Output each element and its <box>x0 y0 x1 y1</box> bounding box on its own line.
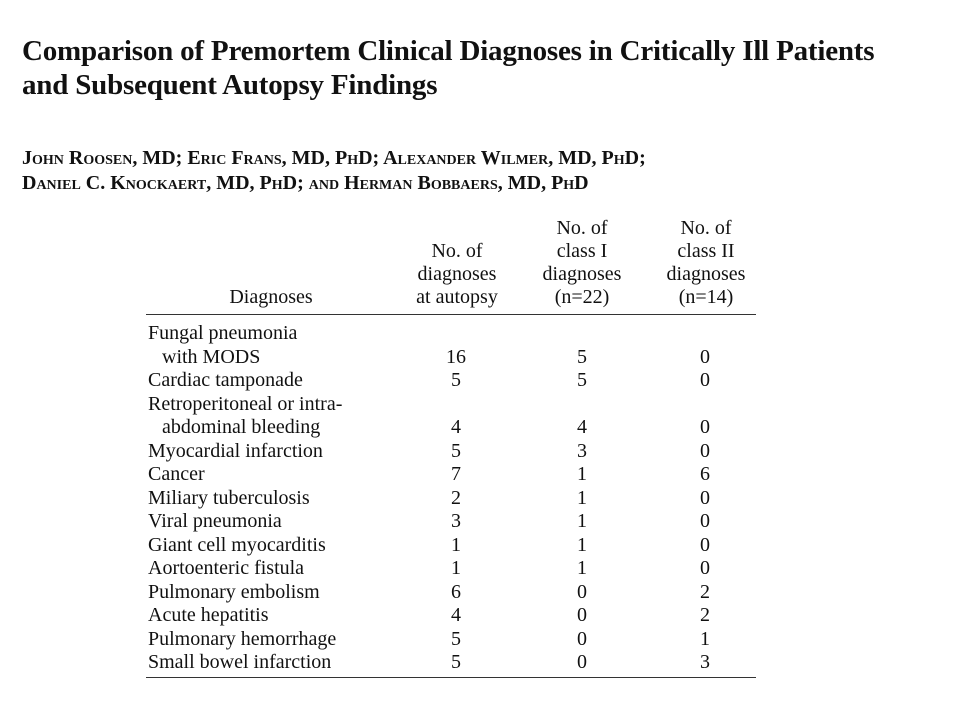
header-class-1 <box>518 217 646 309</box>
diagnosis-cell: Cancer <box>148 463 205 485</box>
autopsy-count-cell: 4 <box>451 416 461 438</box>
diagnosis-cell: Small bowel infarction <box>148 651 332 673</box>
diagnosis-cell: Giant cell myocarditis <box>148 533 326 556</box>
table-body <box>146 315 756 678</box>
table-row <box>146 581 756 605</box>
class-1-cell: 1 <box>577 533 587 556</box>
class-2-cell: 0 <box>700 369 710 391</box>
class-1-cell: 3 <box>577 439 587 462</box>
class-1-cell: 5 <box>577 369 587 391</box>
autopsy-count-cell: 5 <box>451 439 461 462</box>
autopsy-count-cell: 7 <box>451 463 461 485</box>
author-list <box>22 146 952 196</box>
table-header <box>146 216 756 315</box>
header-autopsy-count <box>396 240 518 309</box>
diagnosis-cell: Myocardial infarction <box>148 439 323 462</box>
autopsy-count-cell: 5 <box>451 627 461 650</box>
table-row <box>146 463 756 487</box>
table-row <box>146 510 756 534</box>
title-line-1: Comparison of Premortem Clinical Diagnoses in Critically Ill Patients <box>22 35 875 67</box>
table-row <box>146 651 756 675</box>
authors-line-2: Daniel C. Knockaert, MD, PhD; and Herman Bobbaers, MD, PhD <box>22 172 589 194</box>
class-2-cell: 0 <box>700 533 710 556</box>
table-row <box>146 440 756 464</box>
table-row <box>146 369 756 393</box>
diagnosis-cell: Fungal pneumonia <box>148 322 298 344</box>
class-1-cell: 1 <box>577 510 587 532</box>
table-row <box>146 393 756 417</box>
autopsy-count-cell: 1 <box>451 533 461 556</box>
header-line: Diagnoses <box>229 286 313 308</box>
table-row <box>146 487 756 511</box>
diagnosis-cell: Viral pneumonia <box>148 510 282 532</box>
class-2-cell: 0 <box>700 345 710 368</box>
class-1-cell: 4 <box>577 416 587 438</box>
class-2-cell: 6 <box>700 463 710 485</box>
class-1-cell: 1 <box>577 463 587 485</box>
class-2-cell: 0 <box>700 510 710 532</box>
authors-line-1: John Roosen, MD; Eric Frans, MD, PhD; Alexander Wilmer, MD, PhD; <box>22 147 646 169</box>
header-line: at autopsy <box>416 286 498 308</box>
class-1-cell: 1 <box>577 557 587 579</box>
title-line-2: and Subsequent Autopsy Findings <box>22 69 438 101</box>
diagnosis-cell: Retroperitoneal or intra- <box>148 392 343 415</box>
class-1-cell: 0 <box>577 651 587 673</box>
class-1-cell: 0 <box>577 580 587 603</box>
autopsy-count-cell: 5 <box>451 651 461 673</box>
header-class-2 <box>646 217 766 309</box>
diagnosis-cell: Cardiac tamponade <box>148 369 303 391</box>
diagnosis-cell: abdominal bleeding <box>162 416 321 438</box>
diagnosis-cell: Aortoenteric fistula <box>148 557 305 579</box>
table-row <box>146 534 756 558</box>
diagnosis-cell: Acute hepatitis <box>148 604 269 626</box>
diagnosis-cell: with MODS <box>162 345 261 368</box>
header-line: (n=14) <box>678 286 734 308</box>
header-line: No. of <box>556 217 608 239</box>
autopsy-count-cell: 4 <box>451 604 461 626</box>
class-1-cell: 0 <box>577 627 587 650</box>
header-line: diagnoses <box>666 263 746 285</box>
table-row <box>146 322 756 346</box>
header-line: No. of <box>431 240 483 262</box>
table-row <box>146 416 756 440</box>
header-line: diagnoses <box>417 263 497 285</box>
header-line: (n=22) <box>554 286 610 308</box>
class-2-cell: 0 <box>700 416 710 438</box>
diagnosis-cell: Pulmonary hemorrhage <box>148 627 337 650</box>
class-2-cell: 0 <box>700 439 710 462</box>
autopsy-count-cell: 1 <box>451 557 461 579</box>
table-row <box>146 346 756 370</box>
autopsy-count-cell: 5 <box>451 369 461 391</box>
class-1-cell: 1 <box>577 486 587 509</box>
diagnoses-table <box>146 216 756 678</box>
table-row <box>146 557 756 581</box>
header-line: class I <box>556 240 608 262</box>
header-line: No. of <box>680 217 732 239</box>
class-2-cell: 2 <box>700 604 710 626</box>
header-line: diagnoses <box>542 263 622 285</box>
autopsy-count-cell: 3 <box>451 510 461 532</box>
autopsy-count-cell: 6 <box>451 580 461 603</box>
table-row <box>146 628 756 652</box>
autopsy-count-cell: 16 <box>446 345 466 368</box>
class-2-cell: 2 <box>700 580 710 603</box>
table-row <box>146 604 756 628</box>
class-1-cell: 0 <box>577 604 587 626</box>
paper-title <box>22 34 952 102</box>
autopsy-count-cell: 2 <box>451 486 461 509</box>
header-line: class II <box>677 240 735 262</box>
class-1-cell: 5 <box>577 345 587 368</box>
diagnosis-cell: Miliary tuberculosis <box>148 486 310 509</box>
class-2-cell: 3 <box>700 651 710 673</box>
class-2-cell: 1 <box>700 627 710 650</box>
class-2-cell: 0 <box>700 486 710 509</box>
class-2-cell: 0 <box>700 557 710 579</box>
diagnosis-cell: Pulmonary embolism <box>148 580 320 603</box>
header-diagnoses <box>146 286 396 309</box>
